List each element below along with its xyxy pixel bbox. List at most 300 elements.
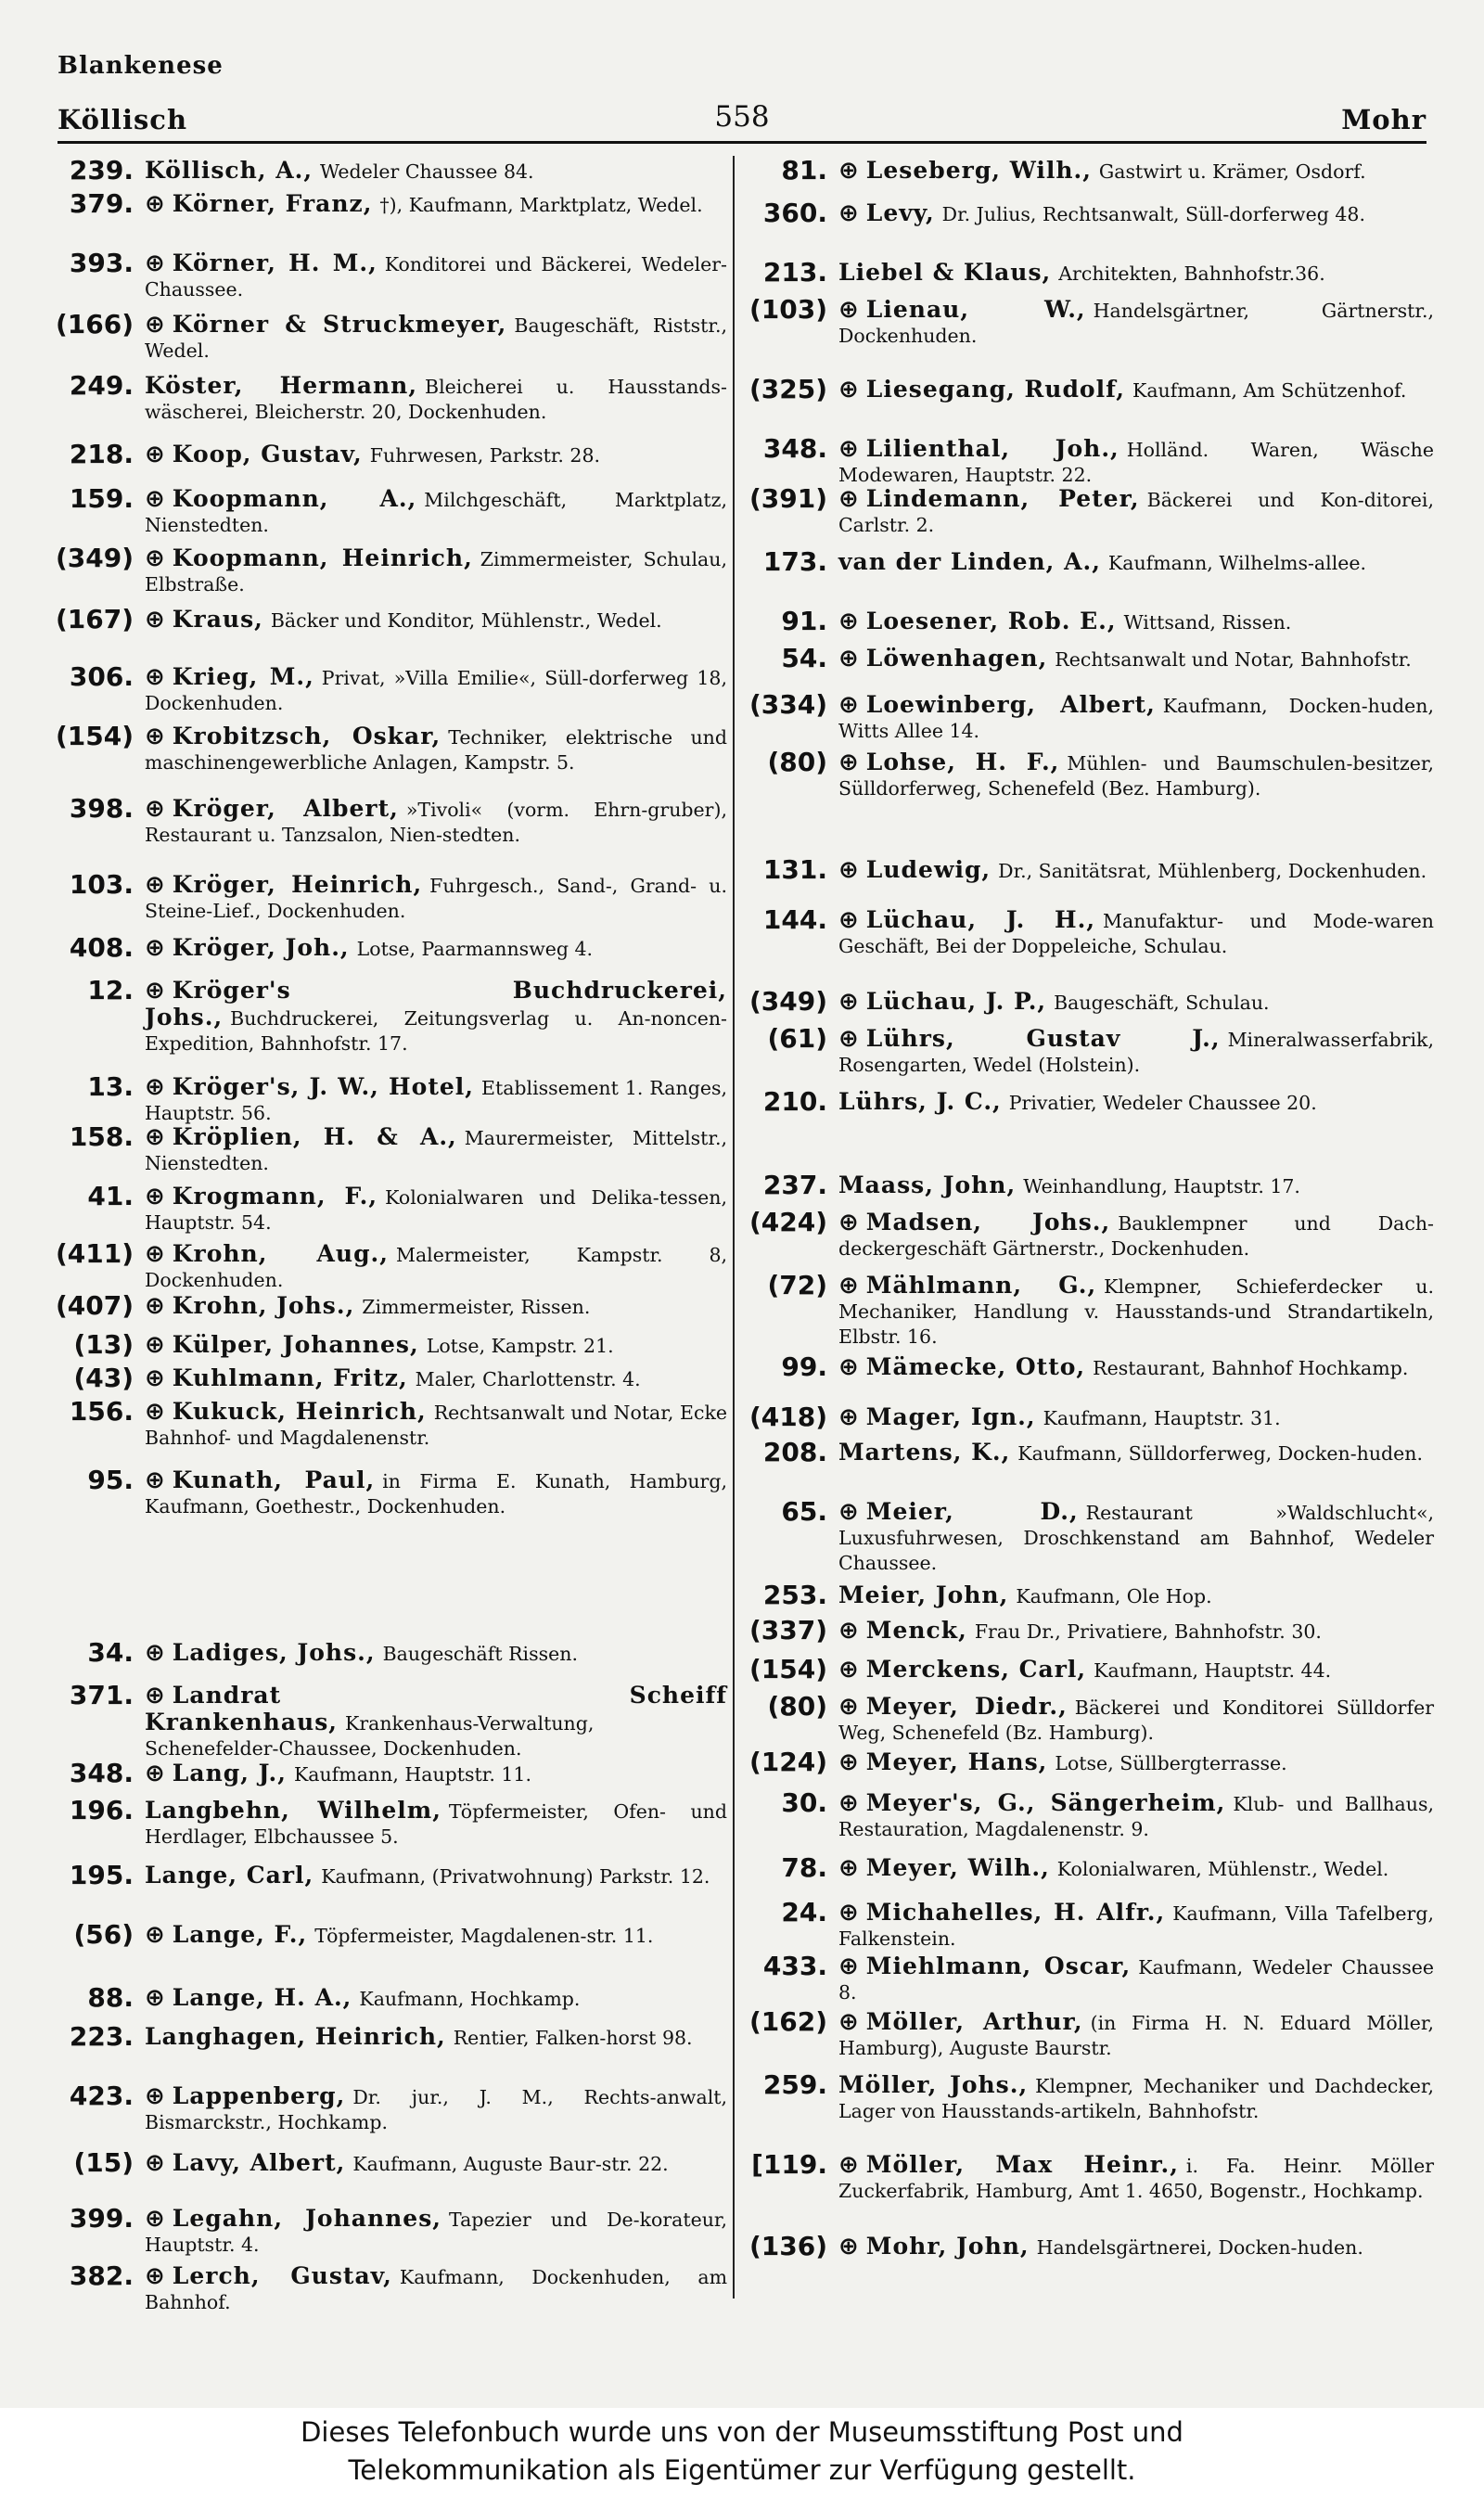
- subscriber-name: Lüchau, J. P.,: [865, 988, 1047, 1015]
- phone-number: 81.: [781, 155, 827, 186]
- subscriber-name: Lang, J.,: [172, 1760, 287, 1786]
- entry-body: [145, 2024, 727, 2051]
- subscriber-name: Kukuck, Heinrich,: [172, 1398, 427, 1425]
- entry-body: [838, 989, 1434, 1016]
- telephone-symbol-icon: ⊕: [145, 2205, 165, 2233]
- telephone-symbol-icon: ⊕: [838, 691, 859, 719]
- entry-details: Lotse, Süllbergterrasse.: [1055, 1752, 1287, 1774]
- entry-body: [838, 158, 1434, 185]
- subscriber-name: Kröger's Buchdruckerei, Johs.,: [145, 977, 727, 1031]
- subscriber-name: Krogmann, F.,: [172, 1183, 378, 1210]
- entry-body: [838, 1089, 1434, 1116]
- telephone-symbol-icon: ⊕: [145, 871, 165, 899]
- telephone-symbol-icon: ⊕: [838, 608, 859, 635]
- entry-details: Baugeschäft, Riststr., Wedel.: [145, 314, 727, 362]
- entry-body: [838, 2234, 1434, 2260]
- telephone-symbol-icon: ⊕: [838, 988, 859, 1016]
- entry-body: [145, 312, 727, 364]
- telephone-symbol-icon: ⊕: [145, 2149, 165, 2177]
- telephone-symbol-icon: ⊕: [838, 1353, 859, 1381]
- subscriber-name: Köllisch, A.,: [145, 157, 313, 184]
- phone-number: (136): [748, 2231, 827, 2261]
- entry-details: Rechtsanwalt und Notar, Ecke Bahnhof- und Magdalenenstr.: [145, 1402, 727, 1449]
- entry-body: [838, 1172, 1434, 1199]
- phone-number: 30.: [781, 1787, 827, 1818]
- entry-body: [145, 1184, 727, 1236]
- entry-body: [145, 2206, 727, 2258]
- subscriber-name: Möller, Max Heinr.,: [865, 2151, 1179, 2178]
- entry-details: Kaufmann, Auguste Baur-str. 22.: [352, 2153, 669, 2175]
- phone-number: (349): [748, 986, 827, 1017]
- phone-number: 360.: [762, 198, 827, 228]
- entry-details: Holländ. Waren, Wäsche Modewaren, Hauptstr. 22.: [838, 439, 1434, 486]
- entry-body: [838, 549, 1434, 576]
- phone-number: (325): [748, 374, 827, 404]
- phone-number: 173.: [762, 546, 827, 577]
- telephone-symbol-icon: ⊕: [145, 250, 165, 277]
- entry-details: Bauklempner und Dach-deckergeschäft Gärtnerstr., Dockenhuden.: [838, 1212, 1434, 1260]
- telephone-symbol-icon: ⊕: [838, 1656, 859, 1684]
- telephone-symbol-icon: ⊕: [145, 485, 165, 513]
- entry-details: Malermeister, Kampstr. 8, Dockenhuden.: [145, 1244, 728, 1291]
- subscriber-name: Kröger's, J. W., Hotel,: [172, 1073, 474, 1100]
- phone-number: 91.: [781, 606, 827, 636]
- subscriber-name: Merckens, Carl,: [865, 1656, 1087, 1683]
- entry-details: Buchdruckerei, Zeitungsverlag u. An-noncen-Expedition, Bahnhofstr. 17.: [145, 1007, 727, 1055]
- header-rule: [58, 141, 1426, 144]
- entry-details: Kaufmann, Hauptstr. 11.: [293, 1763, 531, 1786]
- entry-details: Architekten, Bahnhofstr.36.: [1058, 263, 1325, 285]
- entry-details: Zimmermeister, Rissen.: [362, 1296, 591, 1318]
- telephone-symbol-icon: ⊕: [838, 1854, 859, 1882]
- entry-details: Kaufmann, Hochkamp.: [359, 1988, 581, 2010]
- phone-number: 196.: [69, 1795, 134, 1825]
- entry-body: [145, 2263, 727, 2315]
- entry-details: Kolonialwaren und Delika-tessen, Hauptstr. 54.: [145, 1186, 727, 1234]
- entry-body: [838, 1790, 1434, 1842]
- phone-number: 24.: [781, 1897, 827, 1927]
- entry-details: Bäcker und Konditor, Mühlenstr., Wedel.: [270, 609, 662, 632]
- telephone-symbol-icon: ⊕: [838, 856, 859, 884]
- subscriber-name: Meyer, Hans,: [865, 1748, 1048, 1775]
- phone-number: 95.: [87, 1465, 134, 1495]
- entry-body: [145, 1365, 727, 1392]
- phone-number: (337): [748, 1615, 827, 1645]
- entry-body: [838, 1582, 1434, 1609]
- entry-details: Maler, Charlottenstr. 4.: [415, 1368, 641, 1390]
- entry-details: »Tivoli« (vorm. Ehrn-gruber), Restaurant u. Tanzsalon, Nien-stedten.: [145, 799, 727, 846]
- entry-body: [145, 796, 727, 848]
- phone-number: 399.: [69, 2203, 134, 2234]
- phone-number: (56): [73, 1919, 134, 1950]
- entry-body: [145, 978, 727, 1056]
- phone-number: 103.: [69, 869, 134, 900]
- phone-number: (80): [767, 747, 827, 777]
- subscriber-name: Mämecke, Otto,: [865, 1353, 1086, 1380]
- entry-body: [145, 1863, 727, 1889]
- entry-body: [838, 486, 1434, 538]
- entry-body: [838, 1210, 1434, 1261]
- entry-details: Frau Dr., Privatiere, Bahnhofstr. 30.: [974, 1620, 1322, 1643]
- phone-number: (418): [748, 1402, 827, 1432]
- telephone-symbol-icon: ⊕: [145, 1331, 165, 1359]
- entry-details: Baugeschäft, Schulau.: [1054, 992, 1270, 1014]
- entry-body: [145, 1332, 727, 1359]
- entry-body: [838, 1953, 1434, 2005]
- subscriber-name: Meyer's, G., Sängerheim,: [865, 1789, 1226, 1816]
- phone-number: 239.: [69, 155, 134, 186]
- telephone-symbol-icon: ⊕: [145, 663, 165, 691]
- phone-number: 208.: [762, 1437, 827, 1467]
- subscriber-name: Lienau, W.,: [865, 296, 1086, 323]
- entry-details: Bleicherei u. Hausstands-wäscherei, Bleicherstr. 20, Dockenhuden.: [145, 376, 727, 423]
- entry-body: [838, 436, 1434, 488]
- entry-body: [145, 373, 727, 425]
- subscriber-name: Krohn, Johs.,: [172, 1292, 355, 1319]
- phone-number: 408.: [69, 932, 134, 963]
- entry-body: [838, 1694, 1434, 1746]
- entry-body: [145, 607, 727, 634]
- phone-number: 379.: [69, 188, 134, 219]
- entry-body: [145, 191, 727, 218]
- phone-number: 223.: [69, 2021, 134, 2052]
- telephone-symbol-icon: ⊕: [838, 2151, 859, 2179]
- subscriber-name: Lange, H. A.,: [172, 1984, 352, 2011]
- subscriber-name: Kuhlmann, Fritz,: [172, 1364, 408, 1391]
- entry-body: [145, 1640, 727, 1667]
- telephone-symbol-icon: ⊕: [838, 1789, 859, 1817]
- entry-details: Kaufmann, Ole Hop.: [1016, 1585, 1212, 1607]
- telephone-symbol-icon: ⊕: [838, 296, 859, 324]
- telephone-symbol-icon: ⊕: [838, 1693, 859, 1721]
- telephone-symbol-icon: ⊕: [838, 157, 859, 185]
- entry-details: Mineralwasserfabrik, Rosengarten, Wedel (Holstein).: [838, 1029, 1434, 1076]
- entry-details: Privat, »Villa Emilie«, Süll-dorferweg 18, Dockenhuden.: [145, 667, 727, 714]
- entry-body: [838, 749, 1434, 801]
- entry-body: [145, 935, 727, 962]
- subscriber-name: Lappenberg,: [172, 2082, 346, 2109]
- phone-number: 382.: [69, 2260, 134, 2291]
- entry-details: Kolonialwaren, Mühlenstr., Wedel.: [1056, 1858, 1389, 1880]
- phone-number: 156.: [69, 1396, 134, 1427]
- entry-body: [145, 1241, 727, 1293]
- telephone-symbol-icon: ⊕: [145, 1073, 165, 1101]
- phone-number: 158.: [69, 1121, 134, 1152]
- subscriber-name: Leseberg, Wilh.,: [865, 157, 1092, 184]
- entry-details: Wittsand, Rissen.: [1123, 611, 1292, 634]
- phone-number: 423.: [69, 2081, 134, 2111]
- entry-body: [145, 545, 727, 597]
- entry-body: [838, 608, 1434, 635]
- phone-number: 398.: [69, 793, 134, 824]
- subscriber-name: Miehlmann, Oscar,: [865, 1953, 1132, 1979]
- telephone-symbol-icon: ⊕: [145, 934, 165, 962]
- telephone-symbol-icon: ⊕: [838, 1403, 859, 1431]
- telephone-symbol-icon: ⊕: [145, 795, 165, 823]
- entry-body: [838, 1900, 1434, 1952]
- subscriber-name: Krobitzsch, Oskar,: [172, 723, 441, 749]
- entry-details: Kaufmann, Am Schützenhof.: [1132, 379, 1407, 402]
- entry-details: Handelsgärtner, Gärtnerstr., Dockenhuden.: [838, 300, 1434, 347]
- subscriber-name: Lindemann, Peter,: [865, 485, 1140, 512]
- phone-number: (334): [748, 689, 827, 720]
- entry-body: [838, 1354, 1434, 1381]
- entry-details: Fuhrwesen, Parkstr. 28.: [369, 444, 601, 467]
- phone-number: (80): [767, 1691, 827, 1722]
- telephone-symbol-icon: ⊕: [838, 906, 859, 934]
- phone-number: 54.: [781, 643, 827, 673]
- phone-number: (43): [73, 1363, 134, 1393]
- subscriber-name: Meyer, Wilh.,: [865, 1854, 1050, 1881]
- entry-details: Kaufmann, Hauptstr. 44.: [1094, 1659, 1332, 1682]
- phone-number: (167): [55, 604, 134, 634]
- entry-details: Lotse, Paarmannsweg 4.: [356, 938, 594, 960]
- entry-body: [145, 723, 727, 775]
- entry-details: Restaurant »Waldschlucht«, Luxusfuhrwesen, Droschkenstand am Bahnhof, Wedeler Chaussee.: [838, 1502, 1435, 1574]
- phone-number: 393.: [69, 248, 134, 278]
- subscriber-name: Meier, John,: [838, 1581, 1009, 1608]
- entry-body: [145, 486, 727, 538]
- telephone-symbol-icon: ⊕: [838, 376, 859, 403]
- entry-details: Restaurant, Bahnhof Hochkamp.: [1093, 1357, 1409, 1379]
- phone-number: 348.: [762, 433, 827, 464]
- entry-body: [145, 2150, 727, 2177]
- telephone-symbol-icon: ⊕: [145, 1123, 165, 1151]
- entry-body: [838, 907, 1434, 959]
- telephone-symbol-icon: ⊕: [145, 544, 165, 572]
- entry-details: Kaufmann, Wedeler Chaussee 8.: [838, 1956, 1434, 2004]
- subscriber-name: Mählmann, G.,: [865, 1272, 1097, 1299]
- subscriber-name: Maass, John,: [838, 1172, 1017, 1198]
- entry-details: Techniker, elektrische und maschinengewerbliche Anlagen, Kampstr. 5.: [145, 726, 727, 774]
- subscriber-name: Landrat Scheiff Krankenhaus,: [145, 1682, 727, 1735]
- entry-details: Gastwirt u. Krämer, Osdorf.: [1098, 160, 1366, 183]
- subscriber-name: Liesegang, Rudolf,: [865, 376, 1126, 403]
- entry-body: [145, 1761, 727, 1787]
- telephone-symbol-icon: ⊕: [145, 1183, 165, 1210]
- phone-number: 159.: [69, 483, 134, 514]
- subscriber-name: Kröger, Albert,: [172, 795, 399, 822]
- entry-body: [145, 158, 727, 185]
- phone-number: 218.: [69, 439, 134, 469]
- telephone-symbol-icon: ⊕: [145, 1921, 165, 1949]
- phone-number: 259.: [762, 2069, 827, 2100]
- subscriber-name: Loewinberg, Albert,: [865, 691, 1156, 718]
- subscriber-name: Köster, Hermann,: [145, 372, 418, 399]
- phone-number: (154): [55, 721, 134, 751]
- entry-body: [145, 1293, 727, 1320]
- subscriber-name: Löwenhagen,: [865, 645, 1048, 672]
- subscriber-name: Langbehn, Wilhelm,: [145, 1797, 441, 1824]
- subscriber-name: Lüchau, J. H.,: [865, 906, 1096, 933]
- entry-body: [838, 1404, 1434, 1431]
- entry-body: [838, 377, 1434, 403]
- telephone-symbol-icon: ⊕: [838, 1899, 859, 1927]
- telephone-symbol-icon: ⊕: [838, 435, 859, 463]
- phone-number: (424): [748, 1207, 827, 1237]
- phone-number: (72): [767, 1270, 827, 1300]
- phone-number: 65.: [781, 1496, 827, 1527]
- entry-body: [838, 1749, 1434, 1776]
- phone-number: 78.: [781, 1852, 827, 1883]
- footer-line-1: Dieses Telefonbuch wurde uns von der Museumsstiftung Post und: [301, 2416, 1183, 2448]
- entry-body: [838, 2152, 1434, 2204]
- subscriber-name: Mohr, John,: [865, 2233, 1030, 2260]
- entry-details: Töpfermeister, Ofen- und Herdlager, Elbchaussee 5.: [145, 1800, 727, 1848]
- phone-number: 213.: [762, 257, 827, 288]
- telephone-symbol-icon: ⊕: [838, 1272, 859, 1300]
- entry-details: Konditorei und Bäckerei, Wedeler-Chaussee.: [145, 253, 727, 301]
- telephone-symbol-icon: ⊕: [838, 1209, 859, 1236]
- entry-body: [145, 1467, 727, 1519]
- entry-body: [838, 692, 1434, 744]
- telephone-symbol-icon: ⊕: [838, 485, 859, 513]
- phone-number: (391): [748, 483, 827, 514]
- phone-number: 433.: [762, 1951, 827, 1981]
- subscriber-name: Menck,: [865, 1617, 967, 1644]
- entry-details: Kaufmann, (Privatwohnung) Parkstr. 12.: [321, 1865, 710, 1888]
- entry-body: [838, 2009, 1434, 2061]
- entry-body: [838, 1618, 1434, 1645]
- phone-number: (407): [55, 1290, 134, 1321]
- entry-details: Rechtsanwalt und Notar, Bahnhofstr.: [1055, 648, 1412, 671]
- phone-number: (15): [73, 2147, 134, 2178]
- telephone-symbol-icon: ⊕: [838, 1498, 859, 1526]
- entry-details: Milchgeschäft, Marktplatz, Nienstedten.: [145, 489, 727, 536]
- telephone-symbol-icon: ⊕: [145, 1398, 165, 1426]
- phone-number: 12.: [87, 975, 134, 1005]
- entry-body: [838, 1657, 1434, 1684]
- phone-number: 253.: [762, 1580, 827, 1610]
- subscriber-name: Lange, Carl,: [145, 1862, 314, 1889]
- entry-body: [145, 1798, 727, 1850]
- phone-number: 144.: [762, 904, 827, 935]
- subscriber-name: Koopmann, Heinrich,: [172, 544, 473, 571]
- subscriber-name: Lilienthal, Joh.,: [865, 435, 1119, 462]
- phone-number: (103): [748, 294, 827, 325]
- phone-number: (13): [73, 1329, 134, 1360]
- entry-body: [145, 250, 727, 302]
- subscriber-name: Langhagen, Heinrich,: [145, 2023, 446, 2050]
- entry-body: [145, 872, 727, 924]
- entry-details: Baugeschäft Rissen.: [382, 1643, 578, 1665]
- entry-details: Töpfermeister, Magdalenen-str. 11.: [314, 1925, 654, 1947]
- entry-body: [838, 1499, 1434, 1576]
- header-last-entry: Mohr: [1341, 104, 1426, 135]
- subscriber-name: Koopmann, A.,: [172, 485, 417, 512]
- phone-number: (124): [748, 1747, 827, 1777]
- entry-details: Klempner, Schieferdecker u. Mechaniker, Handlung v. Hausstands-und Strandartikeln, Elbstr. 16.: [838, 1275, 1434, 1348]
- entry-details: Zimmermeister, Schulau, Elbstraße.: [145, 548, 728, 595]
- telephone-symbol-icon: ⊕: [145, 977, 165, 1005]
- phone-number: (162): [748, 2006, 827, 2037]
- entry-details: Bäckerei und Konditorei Sülldorfer Weg, Schenefeld (Bz. Hamburg).: [838, 1697, 1434, 1744]
- entry-body: [838, 1440, 1434, 1466]
- entry-body: [838, 200, 1434, 227]
- entry-details: Etablissement 1. Ranges, Hauptstr. 56.: [145, 1077, 727, 1124]
- header-first-entry: Köllisch: [58, 104, 188, 135]
- subscriber-name: Krohn, Aug.,: [172, 1240, 389, 1267]
- entry-body: [838, 1273, 1434, 1350]
- subscriber-name: Krieg, M.,: [172, 663, 314, 690]
- subscriber-name: Kraus,: [172, 606, 263, 633]
- telephone-symbol-icon: ⊕: [145, 723, 165, 750]
- phone-number: 41.: [87, 1181, 134, 1211]
- entry-body: [145, 2083, 727, 2135]
- entry-details: Kaufmann, Docken-huden, Witts Allee 14.: [838, 695, 1434, 742]
- telephone-symbol-icon: ⊕: [145, 1240, 165, 1268]
- subscriber-name: Meyer, Diedr.,: [865, 1693, 1068, 1720]
- telephone-symbol-icon: ⊕: [838, 1953, 859, 1980]
- subscriber-name: Lührs, J. C.,: [838, 1088, 1002, 1115]
- entry-details: Klub- und Ballhaus, Restauration, Magdalenenstr. 9.: [838, 1793, 1434, 1840]
- telephone-symbol-icon: ⊕: [838, 1025, 859, 1053]
- entry-details: Kaufmann, Hauptstr. 31.: [1043, 1407, 1281, 1429]
- subscriber-name: Kröplien, H. & A.,: [172, 1123, 457, 1150]
- entry-body: [145, 1683, 727, 1761]
- subscriber-name: Lange, F.,: [172, 1921, 308, 1948]
- phone-number: (349): [55, 543, 134, 573]
- entry-body: [145, 1985, 727, 2012]
- entry-details: Kaufmann, Villa Tafelberg, Falkenstein.: [838, 1902, 1434, 1950]
- entry-details: Manufaktur- und Mode-waren Geschäft, Bei der Doppeleiche, Schulau.: [838, 910, 1434, 957]
- entry-details: Kaufmann, Sülldorferweg, Docken-huden.: [1017, 1442, 1424, 1465]
- telephone-symbol-icon: ⊕: [145, 1292, 165, 1320]
- subscriber-name: Ludewig,: [865, 856, 991, 883]
- subscriber-name: Loesener, Rob. E.,: [865, 608, 1117, 634]
- footer-line-2: Telekommunikation als Eigentümer zur Verfügung gestellt.: [348, 2454, 1136, 2486]
- telephone-symbol-icon: ⊕: [145, 190, 165, 218]
- phone-number: 371.: [69, 1680, 134, 1710]
- subscriber-name: Kunath, Paul,: [172, 1466, 376, 1493]
- subscriber-name: Lavy, Albert,: [172, 2149, 346, 2176]
- entry-details: Dr. Julius, Rechtsanwalt, Süll-dorferweg 48.: [941, 203, 1365, 225]
- telephone-symbol-icon: ⊕: [145, 1364, 165, 1392]
- column-divider: [733, 156, 735, 2299]
- phone-number: 210.: [762, 1086, 827, 1117]
- subscriber-name: Möller, Arthur,: [865, 2008, 1083, 2035]
- telephone-symbol-icon: ⊕: [838, 645, 859, 672]
- subscriber-name: Kröger, Heinrich,: [172, 871, 423, 898]
- entry-body: [838, 2072, 1434, 2124]
- place-heading: Blankenese: [58, 52, 224, 80]
- telephone-symbol-icon: ⊕: [838, 1617, 859, 1645]
- subscriber-name: Körner, Franz,: [172, 190, 373, 217]
- entry-details: Rentier, Falken-horst 98.: [453, 2027, 693, 2049]
- entry-details: Weinhandlung, Hauptstr. 17.: [1023, 1175, 1300, 1197]
- phone-number: (166): [55, 309, 134, 339]
- entry-details: Maurermeister, Mittelstr., Nienstedten.: [145, 1127, 727, 1174]
- entry-body: [838, 297, 1434, 349]
- subscriber-name: Körner, H. M.,: [172, 250, 377, 276]
- entry-details: Krankenhaus-Verwaltung, Schenefelder-Chaussee, Dockenhuden.: [145, 1712, 595, 1760]
- phone-number: 348.: [69, 1758, 134, 1788]
- subscriber-name: Körner & Struckmeyer,: [172, 311, 507, 338]
- phone-number: 306.: [69, 661, 134, 692]
- telephone-symbol-icon: ⊕: [145, 1639, 165, 1667]
- subscriber-name: Legahn, Johannes,: [172, 2205, 441, 2232]
- entry-body: [145, 1074, 727, 1126]
- entry-body: [838, 1855, 1434, 1882]
- phone-number: 99.: [781, 1351, 827, 1382]
- entry-details: Fuhrgesch., Sand-, Grand- u. Steine-Lief., Dockenhuden.: [145, 875, 727, 922]
- subscriber-name: Meier, D.,: [865, 1498, 1079, 1525]
- entry-details: Dr. jur., J. M., Rechts-anwalt, Bismarckstr., Hochkamp.: [145, 2086, 727, 2133]
- phone-number: [119.: [751, 2149, 827, 2180]
- entry-details: Bäckerei und Kon-ditorei, Carlstr. 2.: [838, 489, 1435, 536]
- entry-body: [145, 664, 727, 716]
- page-number: 558: [714, 100, 770, 134]
